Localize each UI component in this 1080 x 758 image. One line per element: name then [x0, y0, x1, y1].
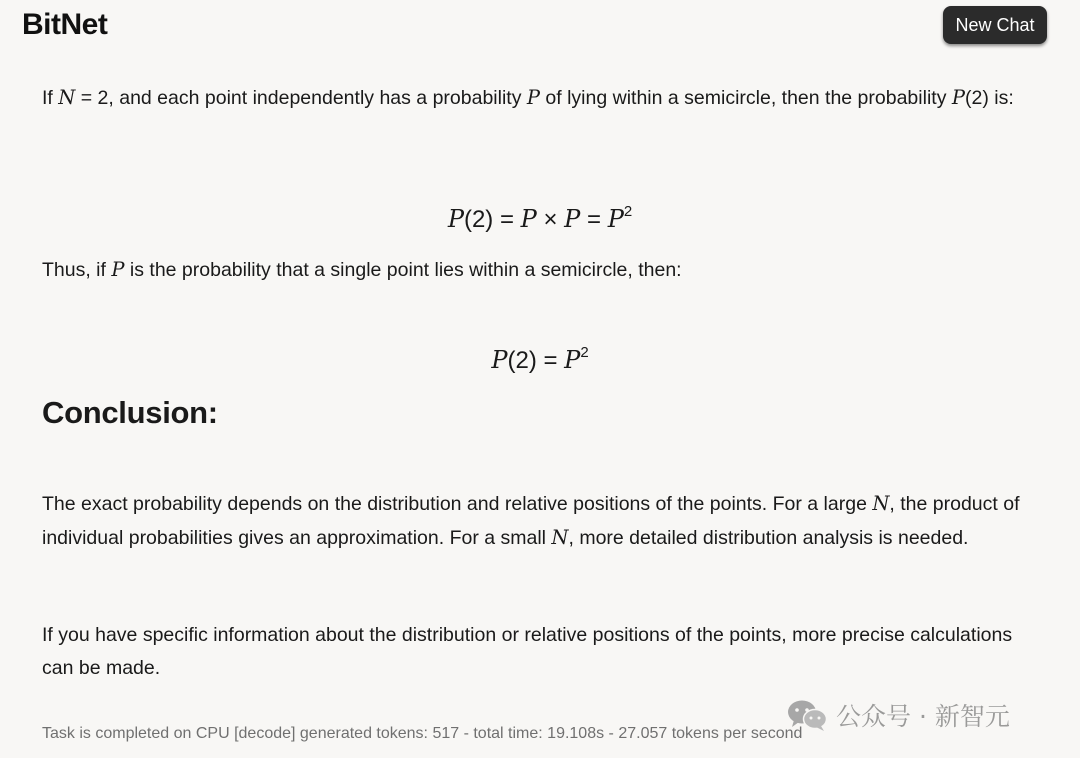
watermark: [786, 697, 1010, 733]
watermark-text: 公众号 · 新智元: [836, 702, 1010, 731]
message-paragraph-2: Thus, if P is the probability that a single point lies within a semicircle, then:: [42, 258, 682, 281]
conclusion-heading: Conclusion:: [42, 395, 218, 430]
message-paragraph-4: If you have specific information about the distribution or relative positions of the points, more precise calculations can be made.: [42, 624, 1013, 679]
message-paragraph-1: If N = 2, and each point independently has a probability P of lying within a semicircle, then the probability P(2) is:: [42, 86, 1014, 109]
message-paragraph-3: The exact probability depends on the distribution and relative positions of the points. For a large N, the product of individual probabilities gives an approximation. For a small N, more detailed distribution analysis is needed.: [42, 492, 1020, 549]
equation-2: $P(2) = P^2$: [491, 344, 589, 374]
app-title: BitNet: [22, 8, 108, 41]
status-line: Task is completed on CPU [decode] generated tokens: 517 - total time: 19.108s - 27.057 tokens per second: [42, 725, 803, 742]
new-chat-button[interactable]: New Chat: [943, 6, 1047, 44]
equation-1: $P(2) = P \times P = P^2$: [447, 203, 633, 233]
wechat-icon: [786, 698, 828, 732]
